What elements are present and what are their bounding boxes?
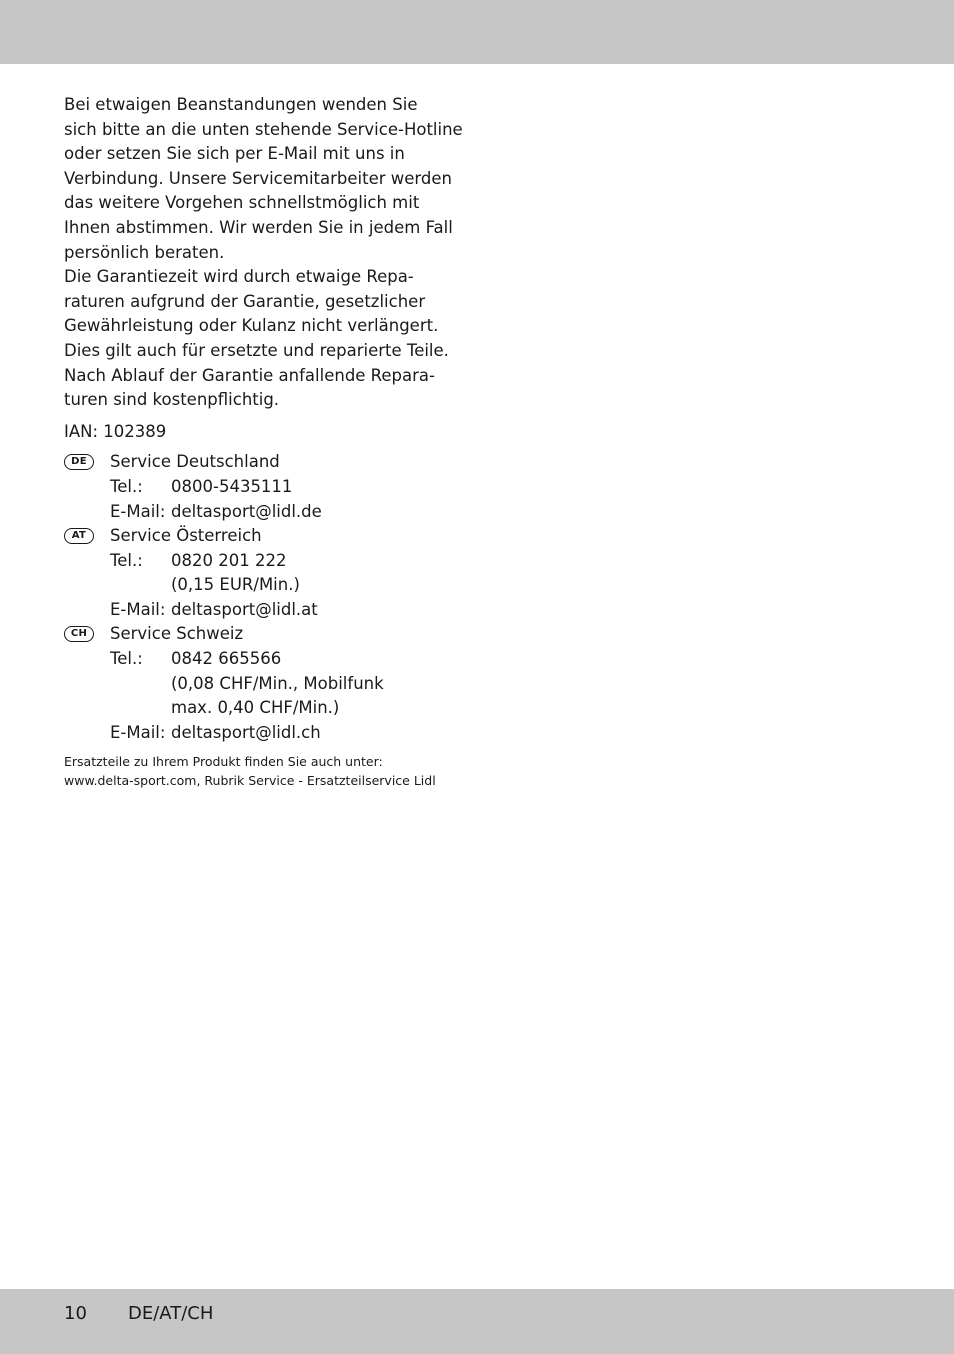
tel-rate-note-mobile: max. 0,40 CHF/Min.) xyxy=(171,698,340,718)
email-value: deltasport@lidl.de xyxy=(171,501,322,521)
spare-parts-line: Ersatzteile zu Ihrem Produkt finden Sie auch unter: xyxy=(64,754,383,770)
tel-value: 0842 665566 xyxy=(171,649,282,669)
tel-label: Tel.: xyxy=(110,649,143,669)
tel-label: Tel.: xyxy=(110,476,143,496)
email-label: E-Mail: xyxy=(110,501,166,521)
service-title: Service Deutschland xyxy=(110,452,280,472)
service-austria xyxy=(64,524,464,622)
tel-label: Tel.: xyxy=(110,550,143,570)
header-band xyxy=(0,0,954,64)
tel-value: 0820 201 222 xyxy=(171,550,287,570)
footer-country-code: DE/AT/CH xyxy=(128,1303,214,1324)
country-badge-de: DE xyxy=(64,454,94,470)
ian-number: IAN: 102389 xyxy=(64,421,167,441)
spare-parts-note xyxy=(64,752,464,790)
country-badge-ch: CH xyxy=(64,626,94,642)
email-value: deltasport@lidl.ch xyxy=(171,722,321,742)
tel-value: 0800-5435111 xyxy=(171,476,293,496)
service-title: Service Schweiz xyxy=(110,624,244,644)
service-switzerland xyxy=(64,622,464,745)
service-title: Service Österreich xyxy=(110,526,262,546)
page-number: 10 xyxy=(64,1303,87,1324)
warranty-paragraph: Die Garantiezeit wird durch etwaige Repa- raturen aufgrund der Garantie, gesetzlicher Gewährleistung oder Kulanz nicht verlängert. Dies gilt auch für ersetzte und reparierte Teile. Nach Ablauf der Garantie anfallende Repara- turen sind kostenpflichtig. xyxy=(64,267,449,410)
email-label: E-Mail: xyxy=(110,722,166,742)
email-value: deltasport@lidl.at xyxy=(171,599,318,619)
tel-rate-note: (0,08 CHF/Min., Mobilfunk xyxy=(171,673,384,693)
country-badge-at: AT xyxy=(64,528,94,544)
spare-parts-url: www.delta-sport.com, Rubrik Service - Ersatzteilservice Lidl xyxy=(64,773,436,789)
tel-rate-note: (0,15 EUR/Min.) xyxy=(171,575,300,595)
email-label: E-Mail: xyxy=(110,599,166,619)
service-germany xyxy=(64,450,464,524)
page-content xyxy=(64,93,464,790)
complaint-paragraph: Bei etwaigen Beanstandungen wenden Sie sich bitte an die unten stehende Service-Hotline oder setzen Sie sich per E-Mail mit uns in Verbindung. Unsere Servicemitarbeiter werden das weitere Vorgehen schnellstmöglich mit Ihnen abstimmen. Wir werden Sie in jedem Fall persönlich beraten. xyxy=(64,95,463,262)
